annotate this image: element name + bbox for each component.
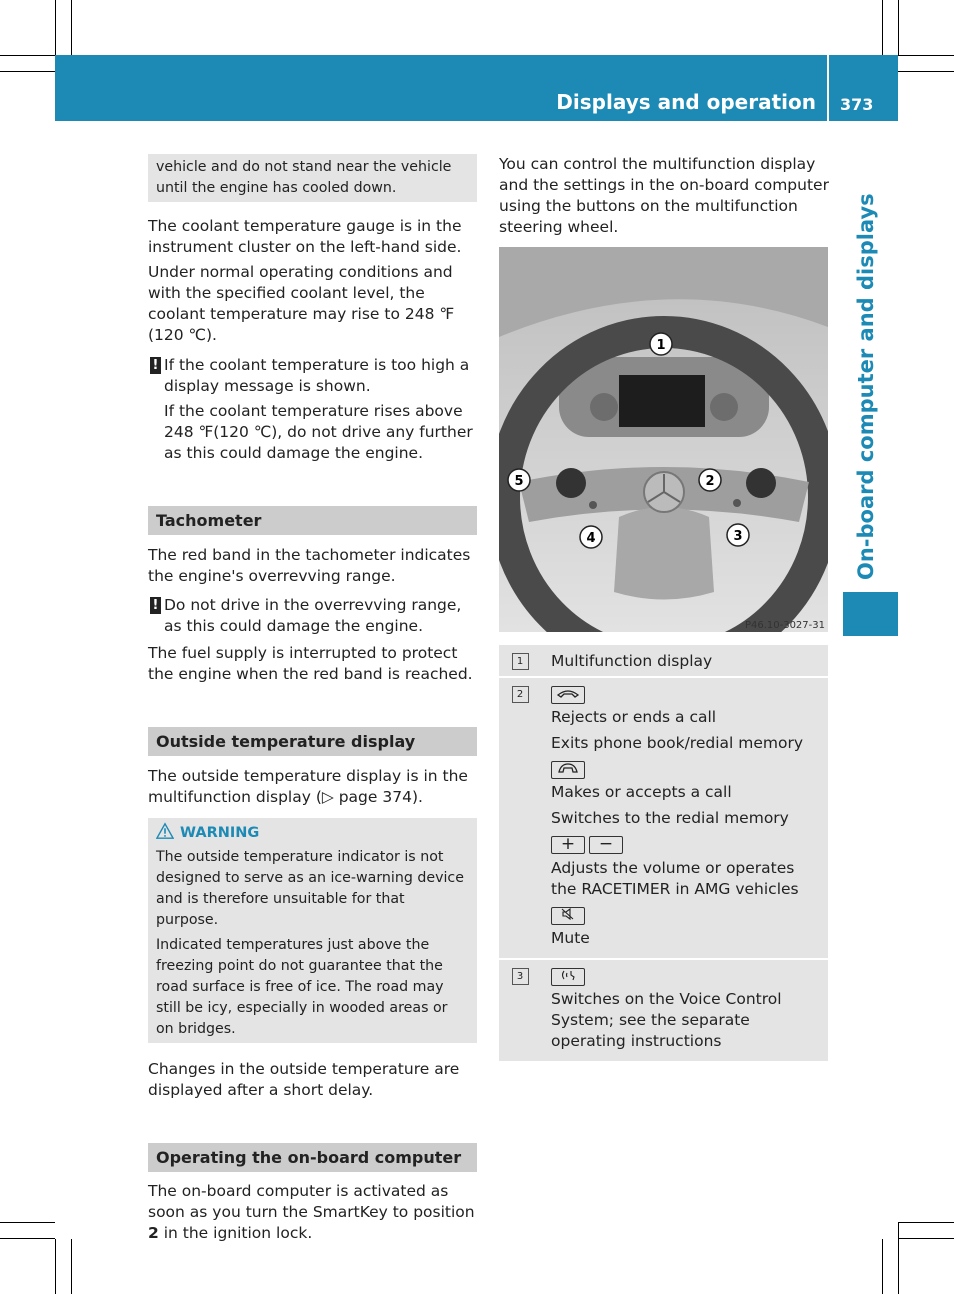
right-column [499, 154, 832, 242]
exclamation-icon: ! [150, 357, 161, 374]
tachometer-paragraph: The red band in the tachometer indicates the engine's overrevving range. [148, 546, 471, 585]
outside-temp-paragraph: The outside temperature display is in the multifunction display (▷ page 374). [148, 767, 468, 806]
note-text: If the coolant temperature rises above 248 ℉(120 ℃), do not drive any further as this could damage the engine. [164, 402, 473, 462]
svg-text:1: 1 [656, 338, 666, 353]
crop-mark [882, 1239, 883, 1294]
note-text: Do not drive in the overrevving range, as this could damage the engine. [164, 596, 462, 635]
legend-number: 1 [499, 645, 541, 676]
crop-mark [882, 0, 883, 55]
volume-keys [551, 834, 820, 855]
svg-text:5: 5 [514, 474, 524, 489]
warning-text: Indicated temperatures just above the freezing point do not guarantee that the road surface is free of ice. The road may still be icy, especially in wooded areas or on bridges. [156, 937, 448, 1037]
legend-description: Multifunction display [541, 645, 828, 676]
warning-triangle-icon [156, 822, 174, 840]
crop-mark [0, 1238, 55, 1239]
steering-wheel-figure [499, 247, 828, 632]
obc-text: The on-board computer is activated as soon as you turn the SmartKey to position [148, 1182, 475, 1221]
legend-description [541, 960, 828, 1061]
crop-mark [898, 0, 899, 55]
left-column [148, 154, 477, 1248]
coolant-paragraph: Under normal operating conditions and with the specified coolant level, the coolant temperature may rise to 248 ℉ (120 ℃). [148, 263, 455, 344]
crop-mark [55, 1239, 56, 1294]
obc-position-number: 2 [148, 1224, 159, 1242]
page-header-title: Displays and operation [556, 90, 816, 114]
section-heading-on-board-computer: Operating the on-board computer [148, 1143, 477, 1172]
obc-paragraph [148, 1181, 477, 1244]
crop-mark [0, 71, 55, 72]
crop-mark [898, 1222, 954, 1223]
legend-text: Adjusts the volume or operates the RACETIMER in AMG vehicles [551, 859, 799, 898]
crop-mark [71, 0, 72, 55]
legend-row [499, 960, 828, 1061]
crop-mark [71, 1239, 72, 1294]
legend-text: Switches on the Voice Control System; see the separate operating instructions [551, 990, 782, 1050]
crop-mark [0, 1222, 55, 1223]
coolant-paragraph: The coolant temperature gauge is in the instrument cluster on the left-hand side. [148, 217, 462, 256]
crop-mark [898, 1222, 899, 1294]
crop-mark [0, 55, 55, 56]
steering-wheel-illustration [499, 247, 828, 632]
legend-text: Rejects or ends a call [551, 708, 717, 726]
outside-temp-paragraph: Changes in the outside temperature are displayed after a short delay. [148, 1060, 460, 1099]
plus-key-icon: + [551, 836, 585, 854]
legend-number: 3 [499, 960, 541, 1061]
warning-heading [156, 822, 469, 844]
legend-number: 2 [499, 678, 541, 958]
legend-text: Switches to the redial memory [551, 809, 789, 827]
legend-table [499, 645, 828, 1061]
crop-mark [898, 55, 954, 56]
caution-box-tail [148, 154, 477, 202]
side-tab-label: On-board computer and displays [854, 193, 878, 580]
svg-text:2: 2 [705, 474, 715, 489]
obc-text: in the ignition lock. [158, 1224, 313, 1242]
caution-text: vehicle and do not stand near the vehicle until the engine has cooled down. [156, 159, 452, 196]
page-number: 373 [840, 95, 874, 114]
legend-text: Makes or accepts a call [551, 783, 732, 801]
section-heading-outside-temperature: Outside temperature display [148, 727, 477, 756]
warning-box [148, 818, 477, 1043]
voice-control-key-icon [551, 968, 585, 986]
crop-mark [898, 71, 954, 72]
section-heading-tachometer: Tachometer [148, 506, 477, 535]
legend-text: Exits phone book/redial memory [551, 734, 803, 752]
legend-row [499, 678, 828, 960]
figure-reference-code: P46.10-3027-31 [744, 620, 825, 631]
note-text: If the coolant temperature is too high a display message is shown. [164, 356, 470, 395]
tachometer-paragraph: The fuel supply is interrupted to protect the engine when the red band is reached. [148, 644, 473, 683]
mute-key-icon [551, 907, 585, 925]
crop-mark [55, 0, 56, 55]
side-tab-block [843, 592, 898, 636]
legend-row [499, 645, 828, 678]
intro-paragraph: You can control the multifunction display and the settings in the on-board computer using the buttons on the multifunction steering wheel. [499, 155, 829, 236]
legend-description [541, 678, 828, 958]
header-divider [827, 55, 829, 121]
minus-key-icon: − [589, 836, 623, 854]
svg-text:3: 3 [733, 529, 743, 544]
end-call-key-icon [551, 686, 585, 704]
warning-label: WARNING [180, 825, 260, 841]
accept-call-key-icon [551, 761, 585, 779]
legend-text: Mute [551, 929, 590, 947]
note-block [148, 355, 477, 464]
crop-mark [898, 1238, 954, 1239]
warning-text: The outside temperature indicator is not designed to serve as an ice-warning device and is therefore unsuitable for that purpose. [156, 849, 464, 928]
svg-text:4: 4 [586, 531, 596, 546]
note-block [148, 595, 477, 637]
exclamation-icon: ! [150, 597, 161, 614]
